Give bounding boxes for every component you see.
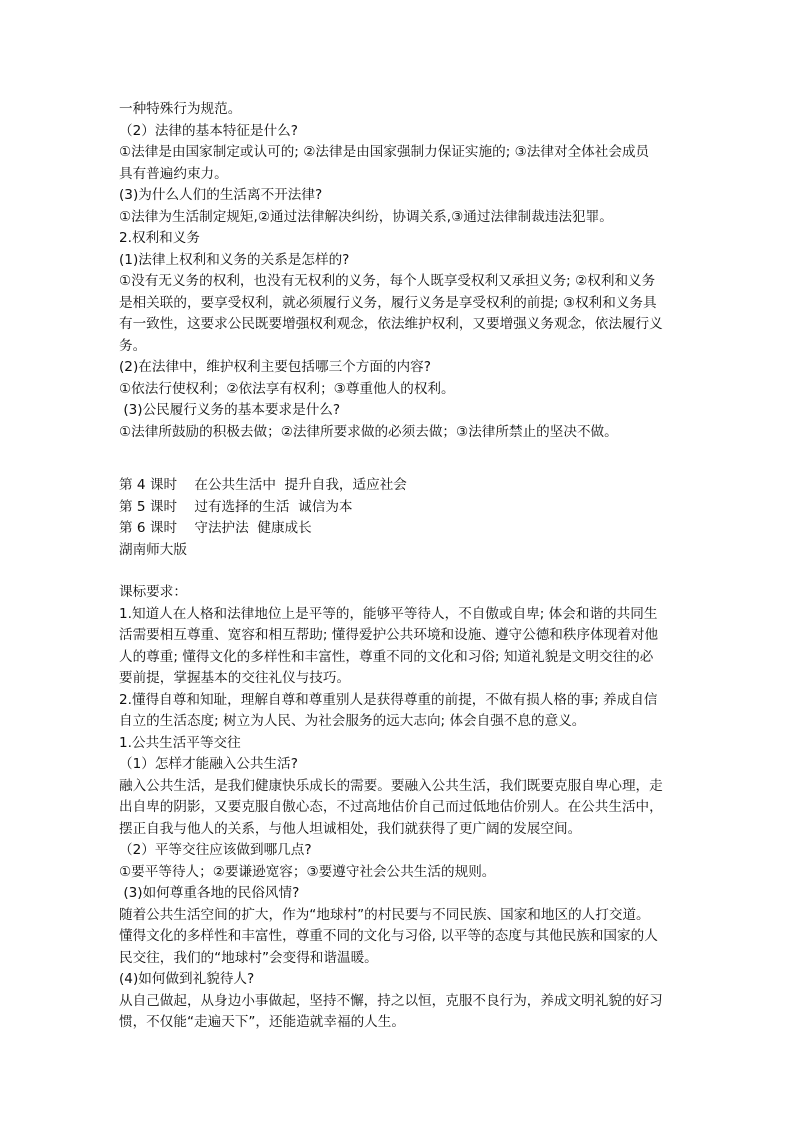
text-line: 活需要相互尊重、宽容和相互帮助; 懂得爱护公共环境和设施、遵守公德和秩序体现着对他 — [119, 627, 659, 643]
text-line: 是相关联的，要享受权利，就必须履行义务，履行义务是享受权利的前提; ③权利和义务具 — [119, 294, 657, 311]
text-line: 2.懂得自尊和知耻，理解自尊和尊重别人是获得尊重的前提，不做有损人格的事; 养成自信 — [119, 691, 658, 708]
text-line: 人的尊重; 懂得文化的多样性和丰富性，尊重不同的文化和习俗; 知道礼貌是文明交往的必 — [119, 648, 654, 665]
text-line: 有一致性，这要求公民既要增强权利观念，依法维护权利，又要增强义务观念，依法履行义 — [119, 316, 663, 332]
edition-label: 湖南师大版 — [119, 541, 187, 558]
curriculum-section — [119, 582, 679, 1034]
text-line: 自立的生活态度; 树立为人民、为社会服务的远大志向; 体会自强不息的意义。 — [119, 713, 586, 729]
text-line: 惯，不仅能“走遍天下”，还能造就幸福的人生。 — [119, 1014, 405, 1030]
text-line: 出自卑的阴影，又要克服自傲心态，不过高地估价自己而过低地估价别人。在公共生活中， — [119, 799, 663, 815]
lesson-title: 第 6 课时 守法护法 健康成长 — [119, 520, 312, 536]
text-line: ①法律为生活制定规矩,②通过法律解决纠纷，协调关系,③通过法律制裁违法犯罪。 — [119, 208, 613, 225]
question-heading: (3)公民履行义务的基本要求是什么? — [119, 402, 341, 418]
text-line: 一种特殊行为规范。 — [119, 101, 242, 117]
section-heading: 1.公共生活平等交往 — [119, 734, 241, 751]
question-heading: （2）平等交往应该做到哪几点? — [119, 842, 312, 858]
section-heading: 2.权利和义务 — [119, 230, 200, 246]
text-line: 务。 — [119, 337, 147, 354]
question-heading: (2)在法律中，维护权利主要包括哪三个方面的内容? — [119, 359, 431, 375]
section-spacer — [119, 561, 679, 582]
text-line: ①依法行使权利；②依法享有权利；③尊重他人的权利。 — [119, 380, 455, 397]
question-heading: （1）怎样才能融入公共生活? — [119, 756, 298, 772]
law-section — [119, 99, 679, 443]
document-content — [119, 99, 679, 1034]
question-heading: (3)为什么人们的生活离不开法律? — [119, 187, 323, 203]
question-heading: (4)如何做到礼貌待人? — [119, 971, 255, 987]
question-heading: （2）法律的基本特征是什么? — [119, 122, 298, 139]
lesson-list — [119, 475, 679, 561]
text-line: 1.知道人在人格和法律地位上是平等的，能够平等待人，不自傲或自卑; 体会和谐的共同生 — [119, 605, 658, 622]
text-line: ①没有无义务的权利，也没有无权利的义务，每个人既享受权利又承担义务; ②权利和义务 — [119, 273, 656, 289]
section-spacer — [119, 443, 679, 475]
question-heading: (3)如何尊重各地的民俗风情? — [119, 885, 300, 901]
lesson-title: 第 4 课时 在公共生活中 提升自我，适应社会 — [119, 477, 407, 493]
text-line: 懂得文化的多样性和丰富性，尊重不同的文化与习俗, 以平等的态度与其他民族和国家的人 — [119, 928, 658, 944]
text-line: 随着公共生活空间的扩大，作为“地球村”的村民要与不同民族、国家和地区的人打交道。 — [119, 906, 650, 923]
section-heading: 课标要求： — [119, 584, 187, 600]
question-heading: (1)法律上权利和义务的关系是怎样的? — [119, 251, 350, 268]
text-line: ①法律是由国家制定或认可的; ②法律是由国家强制力保证实施的; ③法律对全体社会成员 — [119, 144, 650, 160]
text-line: 具有普遍约束力。 — [119, 165, 228, 182]
text-line: 民交往，我们的“地球村”会变得和谐温暖。 — [119, 949, 378, 966]
text-line: ①要平等待人；②要谦逊宽容；③要遵守社会公共生活的规则。 — [119, 863, 496, 880]
text-line: 摆正自我与他人的关系，与他人坦诚相处，我们就获得了更广阔的发展空间。 — [119, 820, 582, 837]
text-line: ①法律所鼓励的积极去做；②法律所要求做的必须去做；③法律所禁止的坚决不做。 — [119, 423, 618, 440]
lesson-title: 第 5 课时 过有选择的生活 诚信为本 — [119, 498, 353, 515]
text-line: 从自己做起，从身边小事做起，坚持不懈，持之以恒，克服不良行为，养成文明礼貌的好习 — [119, 992, 663, 1009]
text-line: 要前提，掌握基本的交往礼仪与技巧。 — [119, 670, 351, 686]
text-line: 融入公共生活，是我们健康快乐成长的需要。要融入公共生活，我们既要克服自卑心理，走 — [119, 777, 663, 794]
